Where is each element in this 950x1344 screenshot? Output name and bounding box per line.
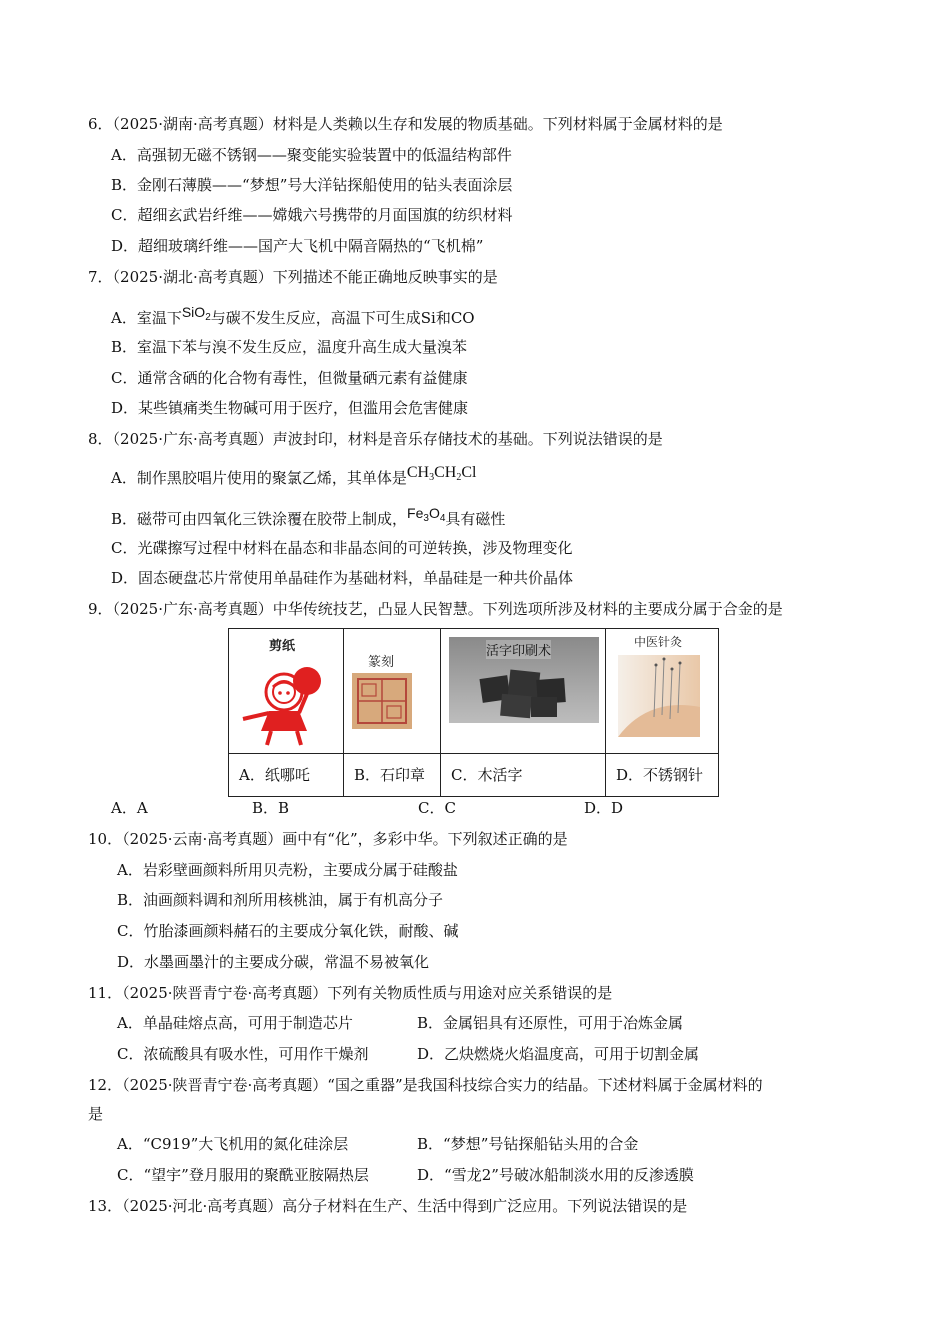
q7-option-d: D．某些镇痛类生物碱可用于医疗，但滥用会危害健康 (111, 399, 469, 417)
q6-option-b: B．金刚石薄膜——“梦想”号大洋钻探船使用的钻头表面涂层 (111, 176, 513, 194)
q8-b-pre: B．磁带可由四氧化三铁涂覆在胶带上制成， (111, 510, 408, 528)
caption-a: A．纸哪吒 (229, 754, 344, 797)
caption-b: B．石印章 (344, 754, 441, 797)
q10-option-a: A．岩彩壁画颜料所用贝壳粉，主要成分属于硅酸盐 (117, 861, 458, 879)
q7-option-c: C．通常含硒的化合物有毒性，但微量硒元素有益健康 (111, 369, 468, 387)
q11-option-a: A．单晶硅熔点高，可用于制造芯片 (117, 1014, 353, 1032)
q9-answer-b: B．B (252, 799, 290, 817)
caption-d: D．不锈钢针 (606, 754, 719, 797)
q10-option-c: C．竹胎漆画颜料赭石的主要成分氧化铁，耐酸、碱 (117, 922, 459, 940)
q13-stem: 13．（2025·河北·高考真题）高分子材料在生产、生活中得到广泛应用。下列说法错误的是 (88, 1197, 688, 1215)
q8-stem: 8．（2025·广东·高考真题）声波封印，材料是音乐存储技术的基础。下列说法错误的是 (88, 430, 663, 448)
q12-option-c: C．“望宇”登月服用的聚酰亚胺隔热层 (117, 1166, 369, 1184)
q6-option-d: D．超细玻璃纤维——国产大飞机中隔音隔热的“飞机棉” (111, 237, 484, 255)
q8-option-d: D．固态硬盘芯片常使用单晶硅作为基础材料，单晶硅是一种共价晶体 (111, 569, 574, 587)
q10-option-d: D．水墨画墨汁的主要成分碳，常温不易被氧化 (117, 953, 430, 971)
q6-stem: 6．（2025·湖南·高考真题）材料是人类赖以生存和发展的物质基础。下列材料属于金属材料的是 (88, 115, 723, 133)
q6-option-a: A．高强韧无磁不锈钢——聚变能实验装置中的低温结构部件 (111, 146, 512, 164)
image-cell-seal-carving (344, 629, 441, 754)
seal-carving-image: 篆刻 (344, 629, 440, 753)
acupuncture-image: 中医针灸 (606, 629, 718, 753)
q7-option-b: B．室温下苯与溴不发生反应，温度升高生成大量溴苯 (111, 338, 468, 356)
q9-stem: 9．（2025·广东·高考真题）中华传统技艺，凸显人民智慧。下列选项所涉及材料的主要成分属于合金的是 (88, 600, 783, 618)
image-cell-papercut (229, 629, 344, 754)
q12-option-a: A．“C919”大飞机用的氮化硅涂层 (117, 1135, 349, 1153)
papercut-image: 剪纸 (229, 629, 343, 753)
image-cell-movable-type (441, 629, 606, 754)
q12-stem-cont: 是 (88, 1105, 104, 1123)
q9-answer-a: A．A (111, 799, 148, 817)
q8-option-a (111, 463, 476, 488)
q9-answer-d: D．D (584, 799, 624, 817)
q7-option-a (111, 302, 475, 328)
caption-c: C．木活字 (441, 754, 606, 797)
ch3ch2cl-formula: $CH_3CH_2Cl$ (406, 464, 477, 483)
image-cell-acupuncture (606, 629, 719, 754)
q8-option-b (111, 503, 505, 529)
q11-option-c: C．浓硫酸具有吸水性，可用作干燥剂 (117, 1045, 369, 1063)
q12-option-d: D．“雪龙2”号破冰船制淡水用的反渗透膜 (417, 1166, 694, 1184)
q8-a-pre: A．制作黑胶唱片使用的聚氯乙烯，其单体是 (111, 469, 407, 487)
q11-option-d: D．乙炔燃烧火焰温度高，可用于切割金属 (417, 1045, 700, 1063)
q11-stem: 11．（2025·陕晋青宁卷·高考真题）下列有关物质性质与用途对应关系错误的是 (88, 984, 613, 1002)
q9-image-table (228, 628, 719, 797)
q7-stem: 7．（2025·湖北·高考真题）下列描述不能正确地反映事实的是 (88, 268, 498, 286)
movable-type-image: 活字印刷术 (441, 629, 605, 753)
q9-answer-c: C．C (418, 799, 456, 817)
q7-a-pre: A．室温下 (111, 309, 182, 327)
q6-option-c: C．超细玄武岩纤维——嫦娥六号携带的月面国旗的纺织材料 (111, 206, 513, 224)
fe3o4-formula: $Fe_3O_4$ (407, 505, 446, 524)
q11-option-b: B．金属铝具有还原性，可用于冶炼金属 (417, 1014, 684, 1032)
q8-b-post: 具有磁性 (445, 510, 506, 528)
q8-option-c: C．光碟擦写过程中材料在晶态和非晶态间的可逆转换，涉及物理变化 (111, 539, 573, 557)
q12-option-b: B．“梦想”号钻探船钻头用的合金 (417, 1135, 639, 1153)
q10-stem: 10．（2025·云南·高考真题）画中有“化”，多彩中华。下列叙述正确的是 (88, 830, 568, 848)
q10-option-b: B．油画颜料调和剂所用核桃油，属于有机高分子 (117, 891, 444, 909)
q7-a-post: 与碳不发生反应，高温下可生成Si和CO (210, 309, 475, 327)
q12-stem: 12．（2025·陕晋青宁卷·高考真题）“国之重器”是我国科技综合实力的结晶。下述材料属于金属材料的 (88, 1076, 763, 1094)
sio2-formula: SiO$_2$ (181, 304, 211, 323)
